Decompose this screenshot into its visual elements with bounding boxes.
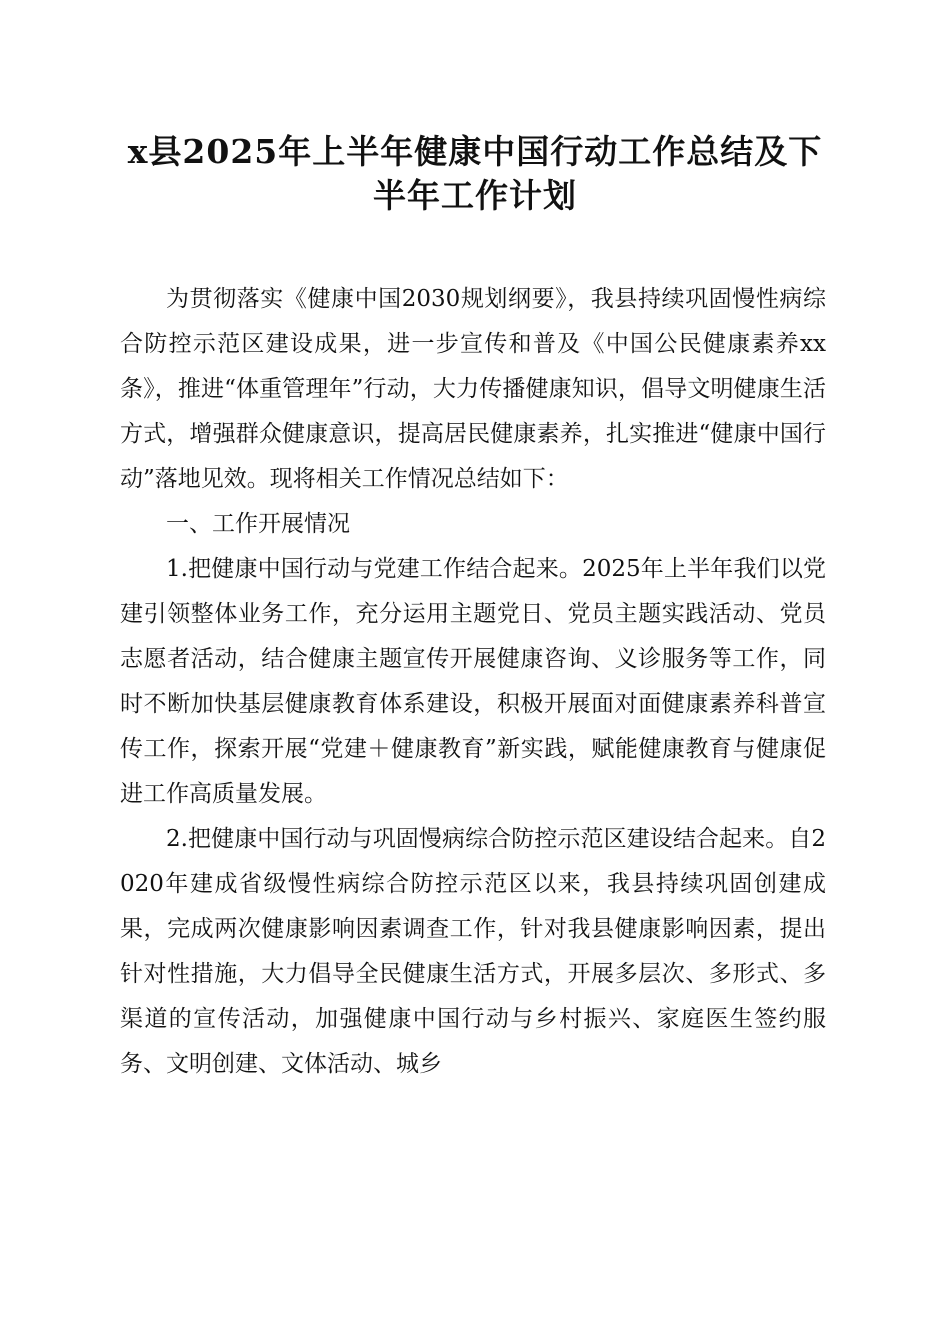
section-heading: 一、工作开展情况 xyxy=(166,511,350,537)
title-line-1: x县2025年上半年健康中国行动工作总结及下 xyxy=(127,132,823,171)
intro-paragraph: 为贯彻落实《健康中国2030规划纲要》，我县持续巩固慢性病综合防控示范区建设成果，进一步宣传和普及《中国公民健康素养xx条》，推进“体重管理年”行动，大力传播健康知识，倡导文明健康生活方式，增强群众健康意识，提高居民健康素养，扎实推进“健康中国行动”落地见效。现将相关工作情况总结如下： xyxy=(120,286,826,492)
body-paragraph-2: 2.把健康中国行动与巩固慢病综合防控示范区建设结合起来。自2020年建成省级慢性病综合防控示范区以来，我县持续巩固创建成果，完成两次健康影响因素调查工作，针对我县健康影响因素，提出针对性措施，大力倡导全民健康生活方式，开展多层次、多形式、多渠道的宣传活动，加强健康中国行动与乡村振兴、家庭医生签约服务、文明创建、文体活动、城乡 xyxy=(120,826,826,1077)
document-body xyxy=(120,277,826,1087)
body-paragraph-1: 1.把健康中国行动与党建工作结合起来。2025年上半年我们以党建引领整体业务工作，充分运用主题党日、党员主题实践活动、党员志愿者活动，结合健康主题宣传开展健康咨询、义诊服务等工作，同时不断加快基层健康教育体系建设，积极开展面对面健康素养科普宣传工作，探索开展“党建＋健康教育”新实践，赋能健康教育与健康促进工作高质量发展。 xyxy=(120,556,826,807)
title-line-2: 半年工作计划 xyxy=(373,176,577,215)
document-title xyxy=(60,130,890,218)
